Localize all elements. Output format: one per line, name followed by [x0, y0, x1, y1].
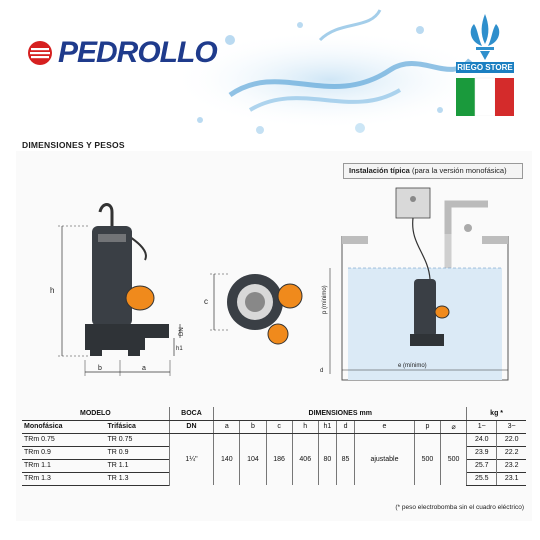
- spec-table: [22, 407, 526, 486]
- install-note: (para la versión monofásica): [411, 166, 507, 175]
- th-col-b: b: [240, 420, 266, 433]
- cell-boca: 1¼": [169, 433, 214, 485]
- pump-top-drawing: [200, 262, 310, 352]
- dim-dn-label: DN: [179, 327, 185, 336]
- th-col-a: a: [214, 420, 240, 433]
- dim-b-label: b: [98, 365, 102, 372]
- cell-diam: 500: [441, 433, 467, 485]
- cell-kg3: 23.1: [497, 472, 526, 485]
- header-banner: [0, 0, 540, 140]
- brand-name: PEDROLLO: [58, 36, 217, 69]
- cell-kg3: 22.0: [497, 433, 526, 446]
- pedrollo-emblem-icon: [26, 39, 54, 67]
- pump-side-drawing: [40, 200, 190, 385]
- th-kg: kg *: [467, 407, 526, 420]
- cell-p: 500: [414, 433, 440, 485]
- install-caption: [343, 163, 523, 179]
- th-col-e: e: [355, 420, 415, 433]
- cell-tri: TR 1.1: [105, 459, 169, 472]
- th-modelo: MODELO: [22, 407, 169, 420]
- dim-p-label: p (mínimo): [322, 285, 328, 314]
- cell-e: ajustable: [355, 433, 415, 485]
- th-col-diam: ⌀: [441, 420, 467, 433]
- th-col-d: d: [336, 420, 354, 433]
- cell-kg1: 25.5: [467, 472, 497, 485]
- installation-drawing: [318, 184, 526, 384]
- dim-d-label: d: [320, 368, 324, 374]
- dim-h1-label: h1: [176, 346, 183, 352]
- cell-mono: TRm 0.75: [24, 436, 55, 443]
- th-boca: BOCA: [169, 407, 214, 420]
- cell-c: 186: [266, 433, 292, 485]
- dim-c-label: c: [204, 297, 208, 306]
- cell-tri: TR 1.3: [105, 472, 169, 485]
- dim-e-label: e (mínimo): [398, 363, 427, 369]
- riego-store-label: RIEGO STORE: [457, 63, 513, 72]
- th-phase-3: 3~: [497, 420, 526, 433]
- th-col-c: c: [266, 420, 292, 433]
- cell-b: 104: [240, 433, 266, 485]
- th-col-h1: h1: [318, 420, 336, 433]
- th-mono: Monofásica: [22, 420, 105, 433]
- dim-a-label: a: [142, 365, 146, 372]
- dim-h-label: h: [50, 286, 55, 295]
- cell-d: 85: [336, 433, 354, 485]
- cell-kg3: 23.2: [497, 459, 526, 472]
- cell-kg1: 23.9: [467, 446, 497, 459]
- th-dn: DN: [169, 420, 214, 433]
- cell-h1: 80: [318, 433, 336, 485]
- pedrollo-logo: [26, 36, 217, 70]
- cell-kg1: 24.0: [467, 433, 497, 446]
- cell-mono: TRm 0.9: [22, 446, 105, 459]
- cell-tri: TR 0.75: [107, 436, 133, 443]
- th-tri: Trifásica: [105, 420, 169, 433]
- cell-mono: TRm 1.1: [22, 459, 105, 472]
- cell-h: 406: [292, 433, 318, 485]
- th-dimensiones: DIMENSIONES mm: [214, 407, 467, 420]
- th-col-h: h: [292, 420, 318, 433]
- cell-kg3: 22.2: [497, 446, 526, 459]
- install-title: Instalación típica: [349, 166, 410, 175]
- section-title: DIMENSIONES Y PESOS: [22, 140, 125, 150]
- cell-mono: TRm 1.3: [22, 472, 105, 485]
- th-phase-1: 1~: [467, 420, 497, 433]
- table-row: [22, 433, 526, 446]
- th-col-p: p: [414, 420, 440, 433]
- cell-a: 140: [214, 433, 240, 485]
- cell-tri: TR 0.9: [105, 446, 169, 459]
- footnote: (* peso electrobomba sin el cuadro eléctrico): [395, 504, 524, 511]
- cell-kg1: 25.7: [467, 459, 497, 472]
